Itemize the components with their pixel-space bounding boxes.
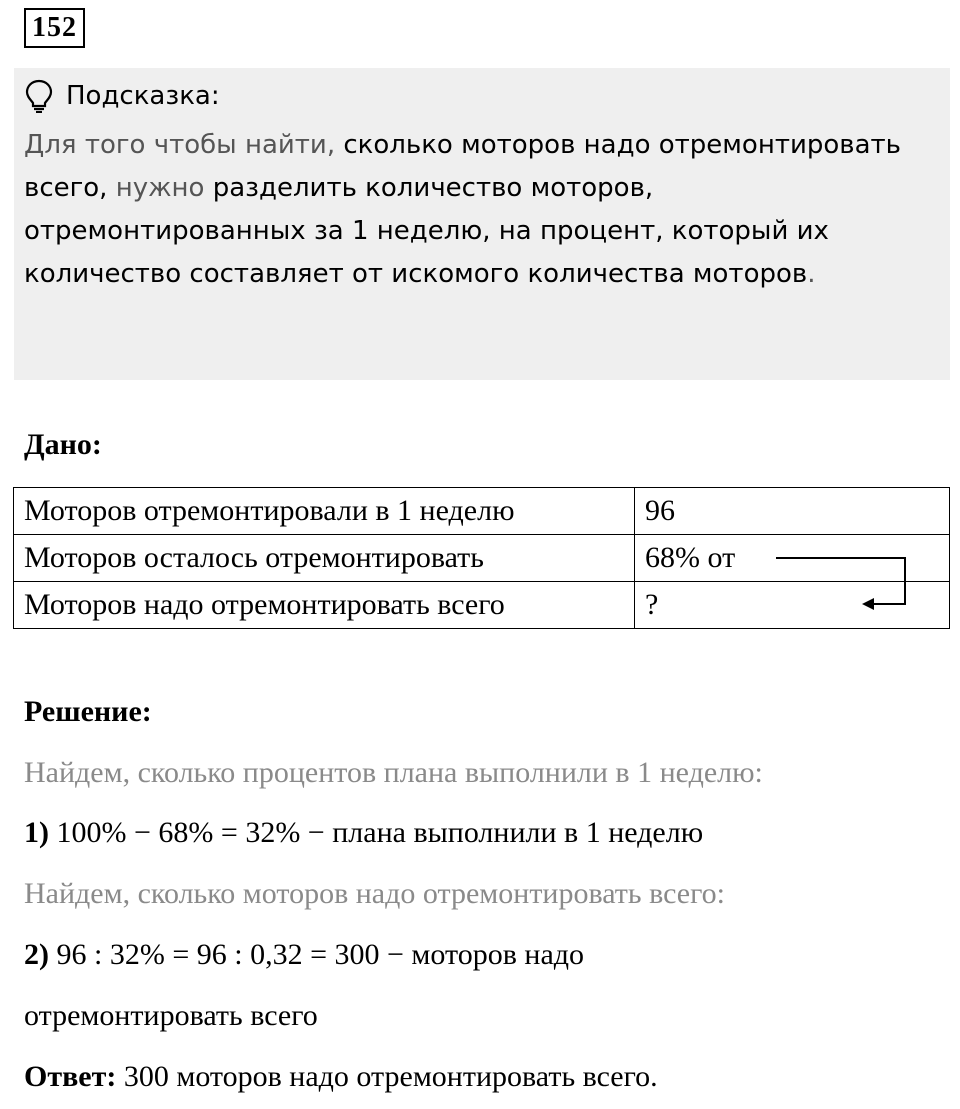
step2-text: 96 : 32% = 96 : 0,32 = 300 − моторов надо: [49, 938, 585, 971]
answer-text: 300 моторов надо отремонтировать всего.: [116, 1060, 658, 1093]
given-label: Моторов надо отремонтировать всего: [14, 582, 635, 629]
step1-text: 100% − 68% = 32% − плана выполнили в 1 неделю: [49, 816, 704, 849]
answer-label: Ответ:: [24, 1060, 117, 1093]
hint-segment: .: [807, 259, 816, 289]
lightbulb-icon: [24, 79, 54, 113]
step2-continuation: отремонтировать всего: [24, 999, 318, 1032]
given-table: [13, 487, 950, 629]
given-value: 68% от: [635, 535, 950, 582]
step1-line: [24, 816, 703, 850]
hint-title: [24, 78, 220, 114]
given-value: 96: [635, 488, 950, 535]
step1-intro: Найдем, сколько процентов плана выполнили в 1 неделю:: [24, 756, 763, 789]
solution-heading: Решение:: [24, 695, 152, 728]
step2-line: [24, 938, 584, 972]
answer-line: [24, 1060, 658, 1094]
hint-segment: сколько моторов надо отремонтировать всего,: [24, 130, 902, 203]
task-number: 152: [24, 8, 85, 48]
step1-number: 1): [24, 816, 49, 849]
given-label: Моторов отремонтировали в 1 неделю: [14, 488, 635, 535]
table-row: [14, 488, 950, 535]
hint-text: [24, 124, 924, 296]
step2-intro: Найдем, сколько моторов надо отремонтировать всего:: [24, 877, 725, 910]
step2-number: 2): [24, 938, 49, 971]
hint-segment: Для того чтобы найти,: [24, 130, 344, 160]
given-label: Моторов осталось отремонтировать: [14, 535, 635, 582]
table-row: [14, 535, 950, 582]
table-row: [14, 582, 950, 629]
hint-title-text: Подсказка:: [66, 81, 220, 111]
given-heading: Дано:: [24, 428, 102, 461]
hint-segment: разделить количество моторов, отремонтированных за 1 неделю, на процент, который их количество составляет от искомого количества моторов: [24, 173, 829, 289]
hint-segment: нужно: [107, 173, 213, 203]
given-value: ?: [635, 582, 950, 629]
